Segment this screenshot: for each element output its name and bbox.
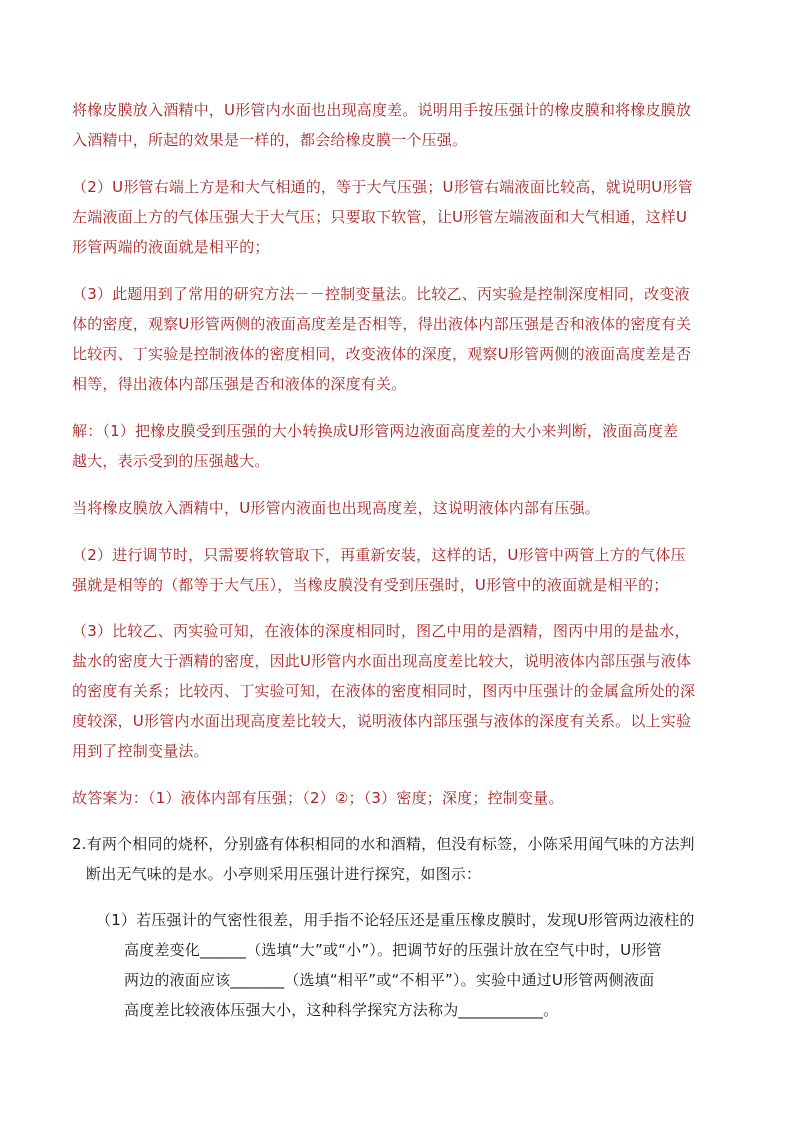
text-line: 解：（1）把橡皮膜受到压强的大小转换成U形管两边液面高度差的大小来判断，液面高度差: [72, 422, 679, 440]
text-line: 入酒精中，所起的效果是一样的，都会给橡皮膜一个压强。: [72, 131, 468, 149]
text-line: 比较丙、丁实验是控制液体的密度相同，改变液体的深度，观察U形管两侧的液面高度差是否: [72, 345, 692, 363]
text-line: 的密度有关系；比较丙、丁实验可知，在液体的密度相同时，图丙中压强计的金属盒所处的深: [72, 682, 696, 700]
text-line: 左端液面上方的气体压强大于大气压；只要取下软管，让U形管左端液面和大气相通，这样U: [72, 208, 688, 226]
text-line: 形管两端的液面就是相平的；: [72, 238, 270, 256]
text-line: （1）若压强计的气密性很差，用手指不论轻压还是重压橡皮膜时，发现U形管两边液柱的: [96, 911, 695, 929]
text-line: 当将橡皮膜放入酒精中，U形管内液面也出现高度差，这说明液体内部有压强。: [72, 499, 600, 517]
text-line: 高度差变化______（选填“大”或“小”）。把调节好的压强计放在空气中时，U形管: [124, 941, 662, 959]
text-line: 将橡皮膜放入酒精中，U形管内水面也出现高度差。说明用手按压强计的橡皮膜和将橡皮膜放: [72, 101, 692, 119]
text-line: 用到了控制变量法。: [72, 742, 209, 760]
text-line: 度较深，U形管内水面出现高度差比较大，说明液体内部压强与液体的深度有关系。以上实验: [72, 712, 692, 730]
text-line: 两边的液面应该_______（选填“相平”或“不相平”）。实验中通过U形管两侧液面: [124, 971, 655, 989]
text-line: 盐水的密度大于酒精的密度，因此U形管内水面出现高度差比较大，说明液体内部压强与液体: [72, 652, 692, 670]
text-line: 2.有两个相同的烧杯，分别盛有体积相同的水和酒精，但没有标签，小陈采用闻气味的方法判: [72, 835, 695, 853]
text-line: 相等，得出液体内部压强是否和液体的深度有关。: [72, 375, 407, 393]
text-line: 强就是相等的（都等于大气压），当橡皮膜没有受到压强时，U形管中的液面就是相平的；: [72, 576, 669, 594]
text-line: 体的密度，观察U形管两侧的液面高度差是否相等，得出液体内部压强是否和液体的密度有关: [72, 315, 692, 333]
text-line: （3）比较乙、丙实验可知，在液体的深度相同时，图乙中用的是酒精，图丙中用的是盐水，: [72, 622, 690, 640]
text-line: 故答案为：（1）液体内部有压强；（2）②；（3）密度；深度；控制变量。: [72, 789, 564, 807]
text-line: 高度差比较液体压强大小，这种科学探究方法称为___________。: [124, 1001, 559, 1019]
text-line: （2）进行调节时，只需要将软管取下，再重新安装，这样的话，U形管中两管上方的气体压: [72, 546, 686, 564]
text-line: 越大，表示受到的压强越大。: [72, 452, 270, 470]
text-line: （3）此题用到了常用的研究方法－－控制变量法。比较乙、丙实验是控制深度相同，改变液: [72, 285, 690, 303]
text-line: （2）U形管右端上方是和大气相通的，等于大气压强；U形管右端液面比较高，就说明U形管: [72, 178, 693, 196]
text-line: 断出无气味的是水。小亭则采用压强计进行探究，如图示：: [86, 865, 482, 883]
